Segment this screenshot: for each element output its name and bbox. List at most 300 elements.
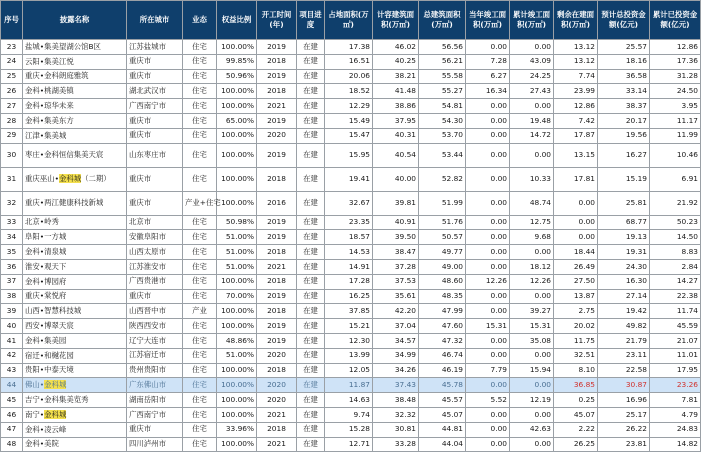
cell-type: 住宅 — [183, 378, 217, 393]
cell-inv_c: 17.95 — [650, 363, 701, 378]
cell-far: 33.28 — [373, 437, 419, 452]
cell-land: 20.06 — [325, 69, 373, 84]
cell-prog: 在建 — [297, 230, 325, 245]
project-name-cell: 盐城•集美望湖公馆B区 — [23, 40, 127, 55]
cell-ratio: 70.00% — [217, 289, 257, 304]
cell-gfa: 47.60 — [419, 319, 466, 334]
cell-done_y: 16.34 — [466, 84, 510, 99]
cell-far: 34.57 — [373, 333, 419, 348]
cell-inv_t: 19.56 — [598, 128, 650, 143]
cell-done_c: 0.00 — [510, 40, 554, 55]
cell-inv_t: 36.58 — [598, 69, 650, 84]
cell-city: 重庆市 — [127, 289, 183, 304]
table-row — [1, 333, 701, 348]
cell-city: 广西贵港市 — [127, 274, 183, 289]
cell-ratio: 100.00% — [217, 274, 257, 289]
cell-remain: 32.51 — [554, 348, 598, 363]
cell-inv_c: 6.91 — [650, 167, 701, 191]
table-row — [1, 378, 701, 393]
project-name-cell: 重庆•棠悦府 — [23, 289, 127, 304]
cell-inv_c: 4.79 — [650, 407, 701, 422]
cell-inv_t: 23.11 — [598, 348, 650, 363]
cell-year: 2018 — [257, 167, 297, 191]
table-row — [1, 319, 701, 334]
name-prefix: 南宁• — [25, 409, 45, 419]
table-row — [1, 113, 701, 128]
cell-inv_c: 45.59 — [650, 319, 701, 334]
cell-ratio: 100.00% — [217, 363, 257, 378]
cell-inv_t: 16.30 — [598, 274, 650, 289]
table-row — [1, 69, 701, 84]
project-name-cell: 北京•岭秀 — [23, 215, 127, 230]
cell-remain: 11.75 — [554, 333, 598, 348]
cell-land: 16.51 — [325, 54, 373, 69]
cell-land: 13.99 — [325, 348, 373, 363]
cell-far: 39.81 — [373, 191, 419, 215]
cell-gfa: 52.82 — [419, 167, 466, 191]
cell-done_c: 48.74 — [510, 191, 554, 215]
cell-prog: 在建 — [297, 143, 325, 167]
cell-city: 重庆市 — [127, 113, 183, 128]
cell-land: 18.52 — [325, 84, 373, 99]
cell-gfa: 47.99 — [419, 304, 466, 319]
cell-far: 38.21 — [373, 69, 419, 84]
column-header: 披露名称 — [23, 1, 127, 40]
cell-land: 12.05 — [325, 363, 373, 378]
cell-remain: 13.15 — [554, 143, 598, 167]
cell-inv_c: 50.23 — [650, 215, 701, 230]
cell-far: 38.47 — [373, 245, 419, 260]
cell-gfa: 53.44 — [419, 143, 466, 167]
cell-inv_c: 10.46 — [650, 143, 701, 167]
cell-ratio: 99.85% — [217, 54, 257, 69]
cell-no: 31 — [1, 167, 23, 191]
cell-prog: 在建 — [297, 99, 325, 114]
cell-inv_c: 11.17 — [650, 113, 701, 128]
cell-done_y: 0.00 — [466, 333, 510, 348]
cell-year: 2019 — [257, 113, 297, 128]
cell-year: 2020 — [257, 378, 297, 393]
cell-inv_t: 22.58 — [598, 363, 650, 378]
cell-inv_c: 2.84 — [650, 259, 701, 274]
cell-no: 27 — [1, 99, 23, 114]
name-suffix: （二期） — [81, 174, 111, 184]
cell-no: 47 — [1, 422, 23, 437]
cell-ratio: 100.00% — [217, 128, 257, 143]
cell-year: 2018 — [257, 304, 297, 319]
cell-far: 37.95 — [373, 113, 419, 128]
cell-far: 41.48 — [373, 84, 419, 99]
cell-type: 住宅 — [183, 422, 217, 437]
cell-type: 住宅 — [183, 167, 217, 191]
cell-inv_c: 11.74 — [650, 304, 701, 319]
cell-done_c: 14.72 — [510, 128, 554, 143]
cell-done_c: 42.63 — [510, 422, 554, 437]
table-row — [1, 407, 701, 422]
cell-prog: 在建 — [297, 393, 325, 408]
project-name-cell: 淮安•观天下 — [23, 259, 127, 274]
cell-type: 住宅 — [183, 319, 217, 334]
cell-no: 29 — [1, 128, 23, 143]
cell-remain: 2.22 — [554, 422, 598, 437]
cell-city: 四川泸州市 — [127, 437, 183, 452]
column-header: 计容建筑面积(万㎡) — [373, 1, 419, 40]
cell-no: 23 — [1, 40, 23, 55]
name-prefix: 佛山• — [25, 380, 45, 390]
column-header: 权益比例 — [217, 1, 257, 40]
cell-type: 住宅 — [183, 393, 217, 408]
cell-land: 15.49 — [325, 113, 373, 128]
cell-gfa: 44.04 — [419, 437, 466, 452]
cell-year: 2018 — [257, 363, 297, 378]
cell-type: 住宅 — [183, 259, 217, 274]
cell-year: 2019 — [257, 319, 297, 334]
cell-gfa: 56.21 — [419, 54, 466, 69]
cell-type: 产业+住宅 — [183, 191, 217, 215]
cell-city: 重庆市 — [127, 167, 183, 191]
cell-no: 30 — [1, 143, 23, 167]
cell-done_y: 0.00 — [466, 407, 510, 422]
cell-remain: 0.25 — [554, 393, 598, 408]
cell-inv_c: 24.83 — [650, 422, 701, 437]
cell-land: 17.38 — [325, 40, 373, 55]
cell-inv_c: 31.28 — [650, 69, 701, 84]
cell-inv_c: 11.01 — [650, 348, 701, 363]
cell-done_c: 0.00 — [510, 348, 554, 363]
cell-remain: 26.49 — [554, 259, 598, 274]
cell-prog: 在建 — [297, 348, 325, 363]
cell-far: 39.50 — [373, 230, 419, 245]
cell-gfa: 48.35 — [419, 289, 466, 304]
cell-inv_t: 19.31 — [598, 245, 650, 260]
highlighted-text: 金科城 — [44, 380, 67, 390]
cell-land: 14.63 — [325, 393, 373, 408]
cell-ratio: 100.00% — [217, 84, 257, 99]
cell-year: 2019 — [257, 215, 297, 230]
cell-remain: 18.44 — [554, 245, 598, 260]
cell-inv_c: 11.99 — [650, 128, 701, 143]
cell-done_y: 0.00 — [466, 304, 510, 319]
cell-inv_c: 3.95 — [650, 99, 701, 114]
cell-year: 2018 — [257, 54, 297, 69]
column-header: 所在城市 — [127, 1, 183, 40]
cell-remain: 20.02 — [554, 319, 598, 334]
cell-year: 2021 — [257, 407, 297, 422]
cell-land: 12.30 — [325, 333, 373, 348]
table-row — [1, 393, 701, 408]
cell-remain: 23.99 — [554, 84, 598, 99]
cell-land: 12.71 — [325, 437, 373, 452]
cell-year: 2021 — [257, 437, 297, 452]
column-header: 业态 — [183, 1, 217, 40]
cell-remain: 17.87 — [554, 128, 598, 143]
cell-type: 住宅 — [183, 363, 217, 378]
cell-far: 38.86 — [373, 99, 419, 114]
cell-gfa: 51.99 — [419, 191, 466, 215]
cell-inv_c: 21.92 — [650, 191, 701, 215]
cell-prog: 在建 — [297, 167, 325, 191]
cell-far: 40.91 — [373, 215, 419, 230]
table-row — [1, 259, 701, 274]
cell-gfa: 49.77 — [419, 245, 466, 260]
cell-prog: 在建 — [297, 69, 325, 84]
cell-ratio: 100.00% — [217, 393, 257, 408]
cell-inv_c: 17.36 — [650, 54, 701, 69]
cell-remain: 0.00 — [554, 191, 598, 215]
cell-type: 住宅 — [183, 289, 217, 304]
cell-gfa: 53.70 — [419, 128, 466, 143]
cell-year: 2019 — [257, 69, 297, 84]
cell-ratio: 48.86% — [217, 333, 257, 348]
cell-done_y: 7.28 — [466, 54, 510, 69]
cell-city: 江苏宿迁市 — [127, 348, 183, 363]
cell-done_c: 12.26 — [510, 274, 554, 289]
cell-done_y: 0.00 — [466, 348, 510, 363]
cell-city: 湖南岳阳市 — [127, 393, 183, 408]
cell-land: 12.29 — [325, 99, 373, 114]
cell-done_y: 0.00 — [466, 128, 510, 143]
cell-done_y: 5.52 — [466, 393, 510, 408]
project-name-cell: 枣庄•金科恒信集美天宸 — [23, 143, 127, 167]
cell-done_y: 0.00 — [466, 230, 510, 245]
cell-gfa: 56.56 — [419, 40, 466, 55]
cell-no: 42 — [1, 348, 23, 363]
cell-city: 重庆市 — [127, 422, 183, 437]
cell-no: 28 — [1, 113, 23, 128]
cell-city: 北京市 — [127, 215, 183, 230]
cell-done_y: 12.26 — [466, 274, 510, 289]
cell-ratio: 100.00% — [217, 99, 257, 114]
project-name-cell: 贵阳•中泰天境 — [23, 363, 127, 378]
cell-type: 产业 — [183, 304, 217, 319]
table-row — [1, 84, 701, 99]
cell-done_y: 0.00 — [466, 289, 510, 304]
cell-city: 广西南宁市 — [127, 99, 183, 114]
project-name-cell: 金科•琼华未来 — [23, 99, 127, 114]
cell-type: 住宅 — [183, 69, 217, 84]
cell-no: 25 — [1, 69, 23, 84]
cell-ratio: 51.00% — [217, 348, 257, 363]
cell-year: 2018 — [257, 84, 297, 99]
cell-inv_t: 24.30 — [598, 259, 650, 274]
cell-prog: 在建 — [297, 437, 325, 452]
cell-done_y: 0.00 — [466, 143, 510, 167]
table-row — [1, 40, 701, 55]
cell-inv_t: 16.96 — [598, 393, 650, 408]
cell-prog: 在建 — [297, 84, 325, 99]
cell-inv_t: 30.87 — [598, 378, 650, 393]
cell-done_c: 0.00 — [510, 143, 554, 167]
cell-inv_c: 21.07 — [650, 333, 701, 348]
cell-year: 2018 — [257, 422, 297, 437]
cell-city: 湖北武汉市 — [127, 84, 183, 99]
cell-year: 2021 — [257, 99, 297, 114]
cell-city: 江苏淮安市 — [127, 259, 183, 274]
cell-city: 贵州贵阳市 — [127, 363, 183, 378]
project-name-cell: 金科•集美东方 — [23, 113, 127, 128]
cell-inv_t: 68.77 — [598, 215, 650, 230]
cell-prog: 在建 — [297, 259, 325, 274]
cell-ratio: 100.00% — [217, 407, 257, 422]
cell-far: 37.53 — [373, 274, 419, 289]
cell-remain: 2.75 — [554, 304, 598, 319]
cell-done_y: 0.00 — [466, 437, 510, 452]
cell-done_c: 9.68 — [510, 230, 554, 245]
cell-ratio: 51.00% — [217, 245, 257, 260]
table-row — [1, 99, 701, 114]
cell-done_c: 43.09 — [510, 54, 554, 69]
cell-prog: 在建 — [297, 245, 325, 260]
highlighted-text: 金科城 — [44, 409, 67, 419]
cell-inv_c: 12.86 — [650, 40, 701, 55]
project-name-cell: 金科•凌云峰 — [23, 422, 127, 437]
cell-far: 37.04 — [373, 319, 419, 334]
project-name-cell: 山西•智慧科技城 — [23, 304, 127, 319]
cell-land: 15.28 — [325, 422, 373, 437]
cell-done_y: 0.00 — [466, 422, 510, 437]
cell-type: 住宅 — [183, 407, 217, 422]
cell-type: 住宅 — [183, 348, 217, 363]
cell-ratio: 100.00% — [217, 167, 257, 191]
cell-inv_t: 25.17 — [598, 407, 650, 422]
project-name-cell: 金科•桃湖美镇 — [23, 84, 127, 99]
cell-far: 30.81 — [373, 422, 419, 437]
cell-prog: 在建 — [297, 333, 325, 348]
project-name-cell: 西安•博翠天宸 — [23, 319, 127, 334]
cell-ratio: 100.00% — [217, 304, 257, 319]
project-name-cell — [23, 167, 127, 191]
cell-land: 15.21 — [325, 319, 373, 334]
cell-remain: 13.12 — [554, 54, 598, 69]
cell-done_c: 35.08 — [510, 333, 554, 348]
column-header: 累计竣工面积(万㎡) — [510, 1, 554, 40]
cell-done_y: 15.31 — [466, 319, 510, 334]
cell-year: 2016 — [257, 191, 297, 215]
cell-done_y: 0.00 — [466, 40, 510, 55]
cell-done_y: 0.00 — [466, 167, 510, 191]
cell-type: 住宅 — [183, 128, 217, 143]
cell-inv_t: 23.81 — [598, 437, 650, 452]
cell-gfa: 44.81 — [419, 422, 466, 437]
cell-land: 15.47 — [325, 128, 373, 143]
cell-type: 住宅 — [183, 54, 217, 69]
cell-ratio: 100.00% — [217, 319, 257, 334]
cell-land: 32.67 — [325, 191, 373, 215]
project-name-cell: 重庆•金科朗庭雅筑 — [23, 69, 127, 84]
cell-inv_t: 18.16 — [598, 54, 650, 69]
cell-type: 住宅 — [183, 143, 217, 167]
cell-year: 2019 — [257, 143, 297, 167]
cell-prog: 在建 — [297, 274, 325, 289]
cell-ratio: 100.00% — [217, 378, 257, 393]
column-header: 累计已投资金额(亿元) — [650, 1, 701, 40]
cell-inv_c: 22.38 — [650, 289, 701, 304]
column-header: 项目进度 — [297, 1, 325, 40]
cell-city: 安徽阜阳市 — [127, 230, 183, 245]
cell-type: 住宅 — [183, 230, 217, 245]
cell-inv_t: 49.82 — [598, 319, 650, 334]
table-row — [1, 274, 701, 289]
cell-inv_t: 21.79 — [598, 333, 650, 348]
cell-done_c: 0.00 — [510, 407, 554, 422]
cell-far: 37.43 — [373, 378, 419, 393]
cell-land: 19.41 — [325, 167, 373, 191]
table-row — [1, 289, 701, 304]
cell-no: 33 — [1, 215, 23, 230]
cell-remain: 12.86 — [554, 99, 598, 114]
cell-ratio: 65.00% — [217, 113, 257, 128]
cell-far: 37.28 — [373, 259, 419, 274]
highlighted-text: 金科城 — [58, 174, 82, 184]
cell-ratio: 51.00% — [217, 230, 257, 245]
cell-done_y: 0.00 — [466, 245, 510, 260]
cell-type: 住宅 — [183, 99, 217, 114]
cell-ratio: 33.96% — [217, 422, 257, 437]
cell-far: 34.99 — [373, 348, 419, 363]
cell-year: 2020 — [257, 393, 297, 408]
cell-done_c: 15.31 — [510, 319, 554, 334]
table-row — [1, 422, 701, 437]
cell-no: 37 — [1, 274, 23, 289]
cell-year: 2018 — [257, 274, 297, 289]
cell-done_c: 19.48 — [510, 113, 554, 128]
cell-remain: 7.42 — [554, 113, 598, 128]
cell-far: 35.61 — [373, 289, 419, 304]
cell-city: 山西太原市 — [127, 245, 183, 260]
cell-gfa: 46.74 — [419, 348, 466, 363]
cell-inv_t: 26.22 — [598, 422, 650, 437]
cell-land: 18.57 — [325, 230, 373, 245]
project-name-cell — [23, 407, 127, 422]
table-row — [1, 191, 701, 215]
project-name-cell: 云阳•集美江悦 — [23, 54, 127, 69]
cell-inv_c: 8.83 — [650, 245, 701, 260]
cell-type: 住宅 — [183, 274, 217, 289]
cell-no: 34 — [1, 230, 23, 245]
cell-gfa: 54.30 — [419, 113, 466, 128]
cell-inv_t: 20.17 — [598, 113, 650, 128]
cell-done_c: 0.00 — [510, 378, 554, 393]
cell-no: 39 — [1, 304, 23, 319]
cell-done_y: 7.79 — [466, 363, 510, 378]
table-row — [1, 128, 701, 143]
column-header: 序号 — [1, 1, 23, 40]
cell-done_c: 18.12 — [510, 259, 554, 274]
cell-land: 14.53 — [325, 245, 373, 260]
cell-inv_c: 7.81 — [650, 393, 701, 408]
cell-done_c: 24.25 — [510, 69, 554, 84]
cell-city: 江苏盐城市 — [127, 40, 183, 55]
table-row — [1, 230, 701, 245]
cell-prog: 在建 — [297, 407, 325, 422]
cell-remain: 36.85 — [554, 378, 598, 393]
cell-far: 34.26 — [373, 363, 419, 378]
cell-done_c: 15.94 — [510, 363, 554, 378]
cell-ratio: 100.00% — [217, 143, 257, 167]
cell-land: 11.87 — [325, 378, 373, 393]
cell-prog: 在建 — [297, 54, 325, 69]
cell-far: 40.31 — [373, 128, 419, 143]
cell-done_c: 12.19 — [510, 393, 554, 408]
cell-year: 2019 — [257, 40, 297, 55]
cell-year: 2019 — [257, 333, 297, 348]
cell-done_y: 0.00 — [466, 191, 510, 215]
cell-land: 14.91 — [325, 259, 373, 274]
cell-inv_c: 14.82 — [650, 437, 701, 452]
cell-city: 重庆市 — [127, 128, 183, 143]
cell-gfa: 50.57 — [419, 230, 466, 245]
project-name-cell — [23, 378, 127, 393]
